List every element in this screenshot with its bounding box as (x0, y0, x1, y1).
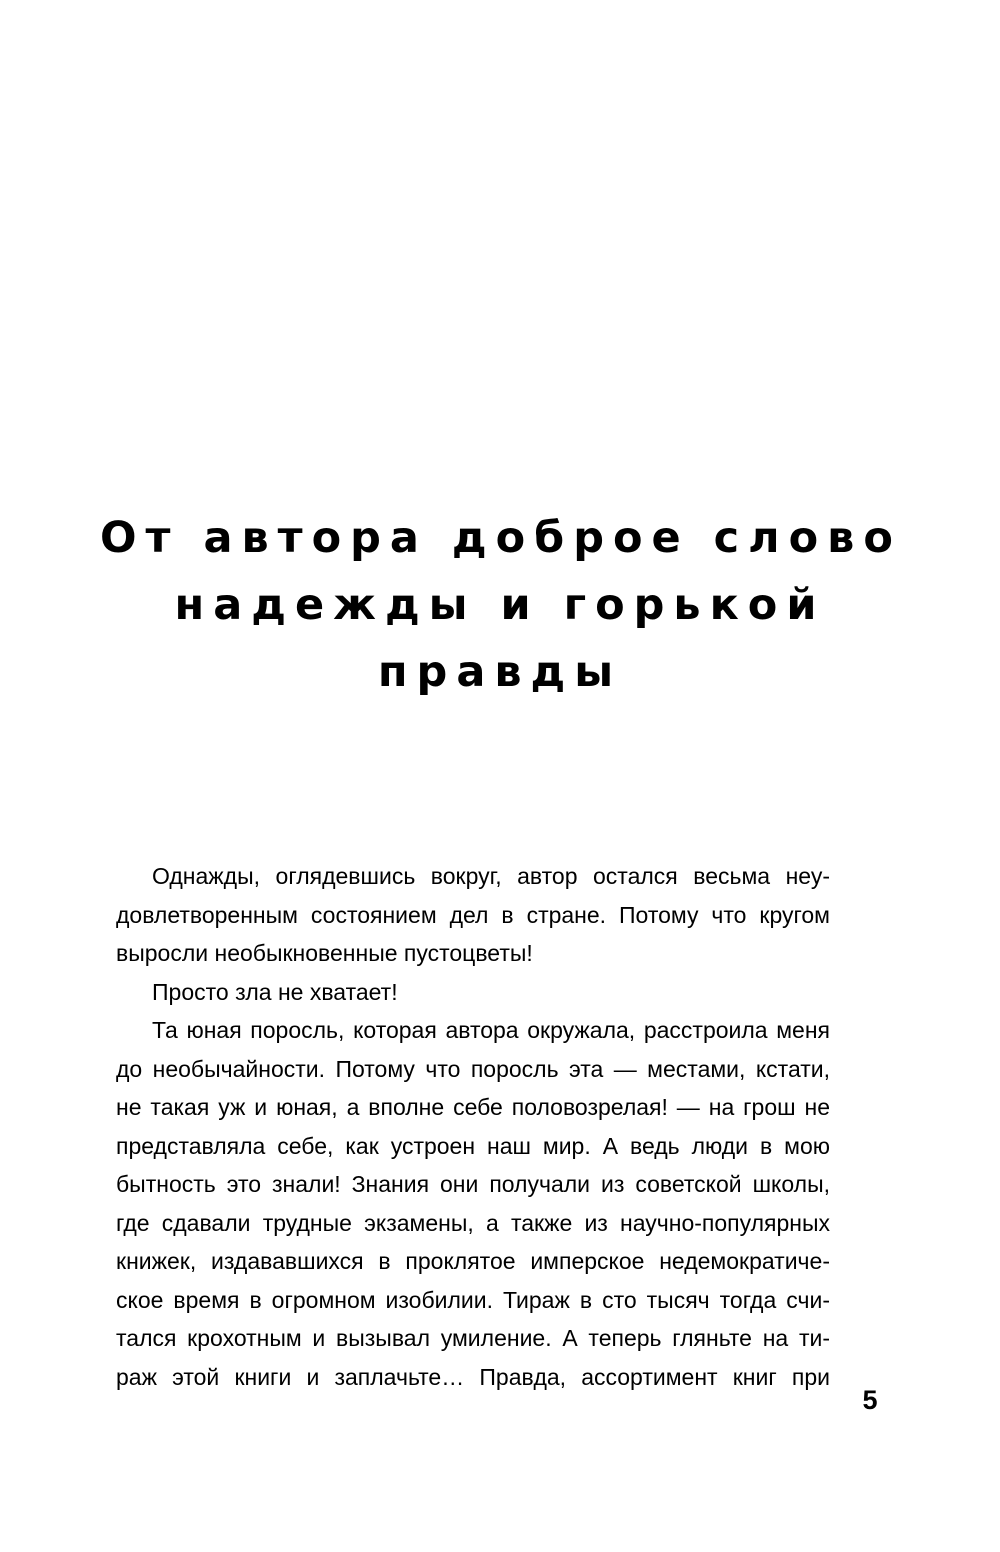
paragraph (116, 973, 830, 1012)
chapter-title-line: правды (377, 647, 623, 697)
body-text (116, 857, 830, 1396)
text-line: Просто зла не хватает! (152, 978, 398, 1005)
text-line: Однажды, оглядевшись вокруг, автор остался весьма неу- (152, 863, 830, 889)
chapter-title-line: надежды и горькой (174, 580, 826, 630)
chapter-title (100, 505, 900, 706)
text-line: ское время в огромном изобилии. Тираж в сто тысяч тогда счи- (116, 1286, 830, 1313)
text-line: книжек, издававшихся в проклятое имперское недемократиче- (116, 1248, 830, 1274)
page-number: 5 (862, 1385, 878, 1415)
text-line: тался крохотным и вызывал умиление. А теперь гляньте на ти- (116, 1325, 830, 1351)
text-line: не такая уж и юная, а вполне себе половозрелая! — на грош не (116, 1094, 830, 1120)
paragraph (116, 857, 830, 973)
text-line: до необычайности. Потому что поросль эта — местами, кстати, (116, 1055, 830, 1082)
chapter-title-line: От автора доброе слово (100, 513, 902, 563)
text-line: раж этой книги и заплачьте… Правда, ассортимент книг при (116, 1363, 830, 1390)
text-line: довлетворенным состоянием дел в стране. Потому что кругом (116, 901, 830, 928)
paragraph (116, 1011, 830, 1396)
text-line: выросли необыкновенные пустоцветы! (116, 940, 533, 966)
text-line: где сдавали трудные экзамены, а также из научно-популярных (116, 1209, 830, 1236)
text-line: представляла себе, как устроен наш мир. А ведь люди в мою (116, 1132, 830, 1159)
text-line: Та юная поросль, которая автора окружала, расстроила меня (152, 1017, 830, 1043)
text-line: бытность это знали! Знания они получали из советской школы, (116, 1171, 830, 1197)
